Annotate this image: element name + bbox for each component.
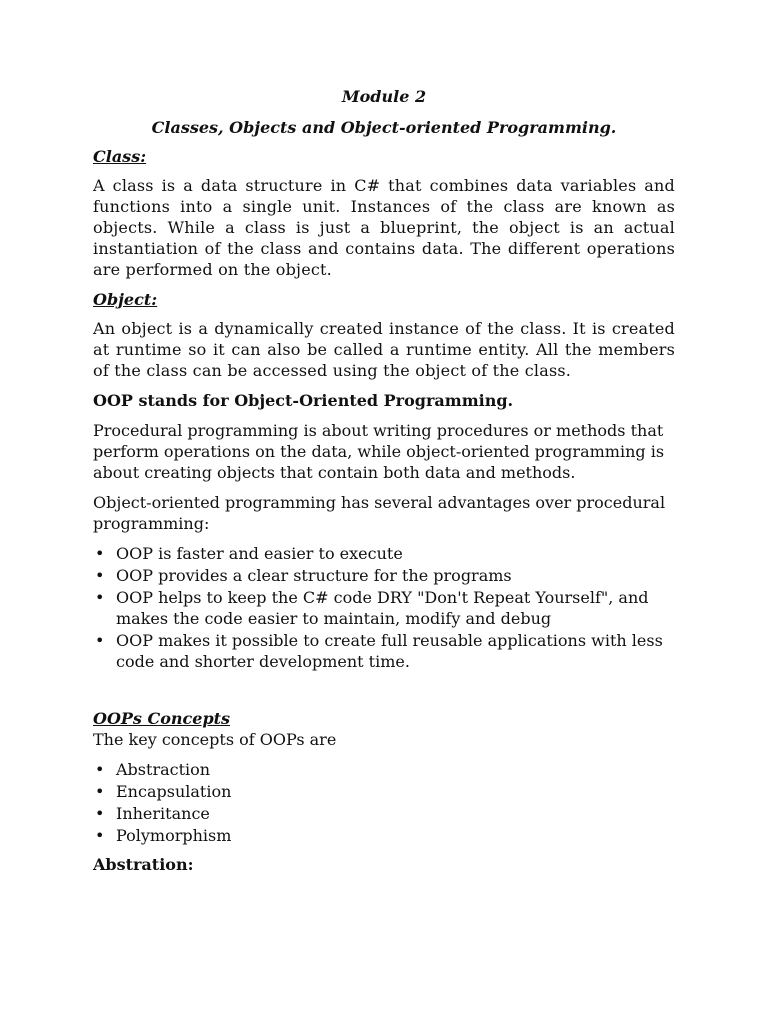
- oops-concepts-intro: The key concepts of OOPs are: [93, 730, 337, 749]
- advantages-list: [93, 543, 675, 672]
- list-item: [93, 630, 675, 672]
- document-page: [93, 86, 675, 875]
- list-item-text: Encapsulation: [116, 782, 232, 801]
- list-item: [93, 803, 675, 824]
- bullet-icon: •: [95, 566, 105, 585]
- list-item-text: Inheritance: [116, 804, 210, 823]
- list-item: [93, 825, 675, 846]
- list-item-text: OOP helps to keep the C# code DRY "Don't Repeat Yourself", and makes the code easier to maintain, modify and debug: [116, 588, 649, 628]
- object-heading: Object:: [93, 290, 158, 309]
- concepts-list: [93, 759, 675, 846]
- list-item-text: Abstraction: [116, 760, 211, 779]
- list-item: [93, 565, 675, 586]
- oop-heading: OOP stands for Object-Oriented Programming.: [93, 391, 514, 410]
- section-spacer: [93, 680, 675, 708]
- module-title: Module 2: [341, 87, 427, 106]
- bullet-icon: •: [95, 544, 105, 563]
- bullet-icon: •: [95, 588, 105, 607]
- bullet-icon: •: [95, 782, 105, 801]
- bullet-icon: •: [95, 760, 105, 779]
- list-item-text: OOP provides a clear structure for the programs: [116, 566, 512, 585]
- list-item: [93, 587, 675, 629]
- object-paragraph: An object is a dynamically created instance of the class. It is created at runtime so it can also be called a runtime entity. All the members of the class can be accessed using the object of the class.: [93, 319, 675, 380]
- class-heading: Class:: [93, 147, 147, 166]
- bullet-icon: •: [95, 631, 105, 650]
- list-item: [93, 543, 675, 564]
- class-paragraph: A class is a data structure in C# that combines data variables and functions into a single unit. Instances of the class are known as objects. While a class is just a blueprint, the object is an actual instantiation of the class and contains data. The different operations are performed on the object.: [93, 176, 675, 279]
- list-item-text: OOP makes it possible to create full reusable applications with less code and shorter development time.: [116, 631, 663, 671]
- abstration-heading: Abstration:: [93, 855, 194, 874]
- oops-concepts-heading: OOPs Concepts: [93, 709, 231, 728]
- list-item: [93, 759, 675, 780]
- bullet-icon: •: [95, 826, 105, 845]
- bullet-icon: •: [95, 804, 105, 823]
- list-item-text: OOP is faster and easier to execute: [116, 544, 403, 563]
- advantages-intro-paragraph: Object-oriented programming has several advantages over procedural programming:: [93, 493, 666, 533]
- list-item-text: Polymorphism: [116, 826, 232, 845]
- module-subtitle: Classes, Objects and Object-oriented Programming.: [151, 118, 617, 137]
- procedural-paragraph: Procedural programming is about writing procedures or methods that perform operations on the data, while object-oriented programming is about creating objects that contain both data and methods.: [93, 421, 665, 482]
- list-item: [93, 781, 675, 802]
